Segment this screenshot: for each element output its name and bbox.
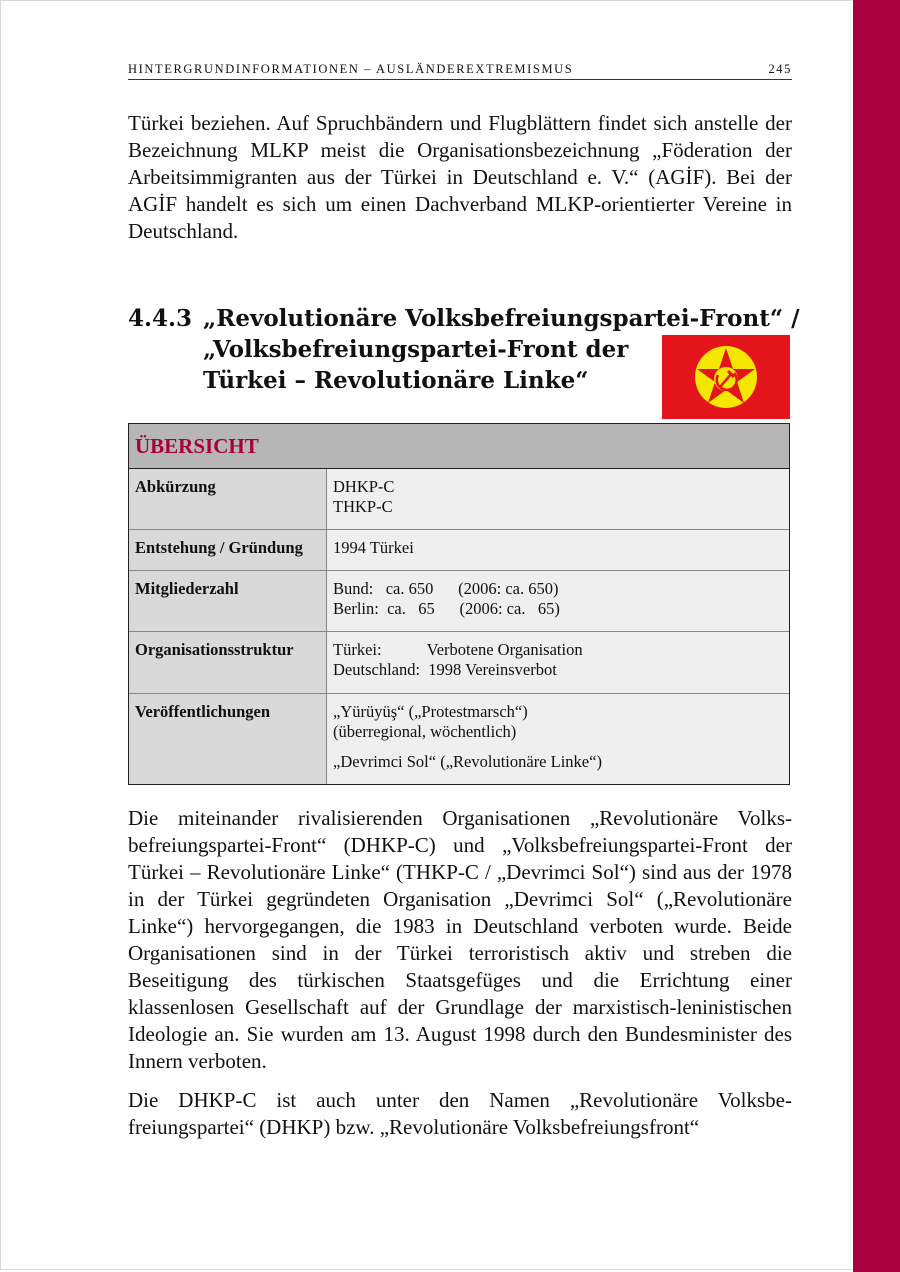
running-title: HINTERGRUNDINFORMATIONEN – AUSLÄNDEREXTREMISMUS	[128, 62, 574, 76]
row-value	[327, 694, 789, 784]
overview-row-mitgliederzahl	[129, 571, 789, 632]
side-color-bar	[853, 0, 900, 1272]
star-hammer-sickle-emblem-icon	[662, 335, 790, 419]
row-label: Mitgliederzahl	[129, 571, 327, 631]
value-line: Bund: ca. 650 (2006: ca. 650)	[333, 579, 559, 598]
row-label: Abkürzung	[129, 469, 327, 529]
overview-row-entstehung	[129, 530, 789, 571]
section-title-line: „Volksbefreiungspartei-Front der	[203, 336, 629, 363]
value-line: (überregional, wöchentlich)	[333, 722, 517, 741]
flag-image	[662, 335, 790, 419]
value-line: Deutschland: 1998 Vereinsverbot	[333, 660, 557, 679]
value-line: Türkei: Verbotene Organisation	[333, 640, 583, 659]
value-line: 1994 Türkei	[333, 538, 414, 557]
row-label: Entstehung / Gründung	[129, 530, 327, 570]
paragraph-2: Die miteinander rivalisierenden Organisationen „Revolutionäre Volksbefreiungspartei-Front“ (DHKP-C) und „Volksbefreiungspartei-Front der Türkei – Revolutionäre Linke“ (THKP-C / „Devrimci Sol“) sind aus der 1978 in der Türkei gegründeten Organisation „Devrimci Sol“ („Revolutionäre Linke“) hervorgegangen, die 1983 in Deutschland verboten wurde. Beide Organisationen sind in der Türkei terroristisch aktiv und streben die Beseitigung des türkischen Staatsgefüges und die Errichtung einer klassenlosen Gesellschaft auf der Grundlage der marxistisch-leninistischen Ideologie an. Sie wurden am 13. August 1998 durch den Bundesminister des Innern verboten.	[128, 806, 792, 1073]
overview-table	[128, 423, 790, 785]
row-value	[327, 530, 789, 570]
value-line: „Yürüyüş“ („Protestmarsch“)	[333, 702, 528, 721]
paragraph-3: Die DHKP-C ist auch unter den Namen „Revolutionäre Volksbefreiungspartei“ (DHKP) bzw. „Revolutionäre Volksbefreiungsfront“	[128, 1088, 792, 1139]
running-header	[128, 62, 792, 80]
overview-row-veroeffentlichungen	[129, 694, 789, 784]
overview-header: ÜBERSICHT	[129, 424, 789, 469]
value-line: THKP-C	[333, 497, 393, 516]
overview-row-abkuerzung	[129, 469, 789, 530]
value-line: DHKP-C	[333, 477, 395, 496]
overview-row-organisationsstruktur	[129, 632, 789, 694]
row-label: Veröffentlichungen	[129, 694, 327, 784]
value-line: Berlin: ca. 65 (2006: ca. 65)	[333, 599, 560, 618]
row-value	[327, 632, 789, 693]
section-number: 4.4.3	[128, 305, 193, 332]
value-line: „Devrimci Sol“ („Revolutionäre Linke“)	[333, 752, 602, 771]
section-title-line: „Revolutionäre Volksbefreiungspartei-Front“ /	[203, 305, 800, 332]
row-value	[327, 571, 789, 631]
row-label: Organisationsstruktur	[129, 632, 327, 693]
section-title-line: Türkei – Revolutionäre Linke“	[203, 367, 589, 394]
page-number: 245	[768, 62, 792, 76]
paragraph-1: Türkei beziehen. Auf Spruchbändern und Flugblättern findet sich anstelle der Bezeichnung MLKP meist die Organisationsbezeichnung „Föderation der Arbeitsimmigranten aus der Türkei in Deutschland e. V.“ (AGİF). Bei der AGİF handelt es sich um einen Dachverband MLKP-orientierter Vereine in Deutschland.	[128, 111, 792, 243]
row-value	[327, 469, 789, 529]
